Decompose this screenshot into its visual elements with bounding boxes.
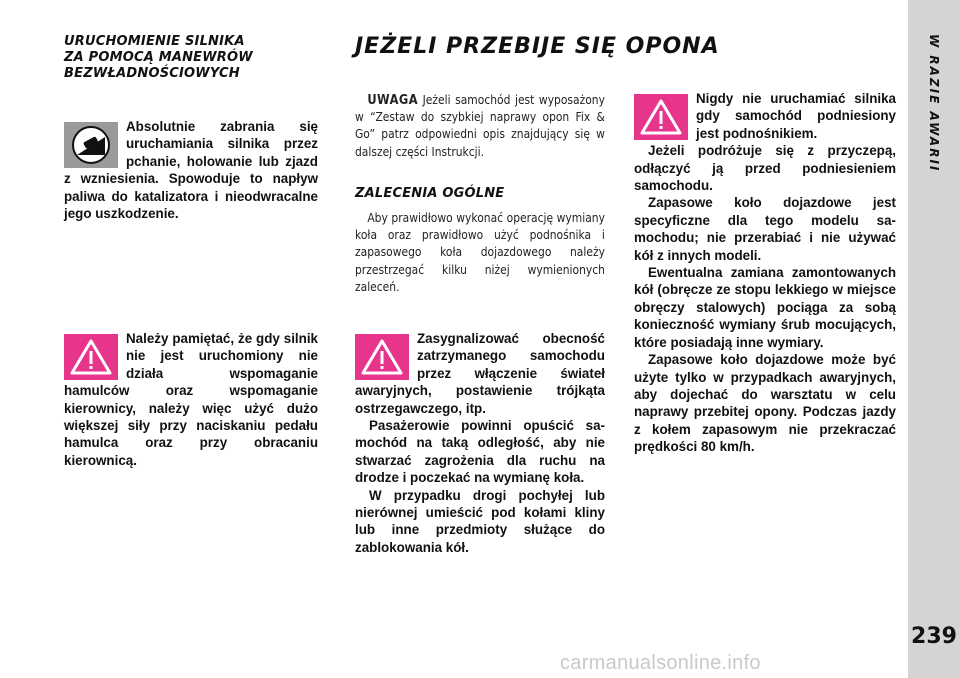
jack-warning-p1: Nigdy nie uruchamiać silnika gdy samochód podniesiony jest podnośnikiem. [696,91,896,141]
jack-warning-p4 [634,264,896,351]
jack-warning-p2 [634,142,896,194]
jack-warning-p4-text: Ewentualna zamiana zamontowanych kół (obręcze ze stopu lekkiego w miejsce obręczy stalowych) pociąga za sobą konieczność wymiany śrub mocujących, które posiadają inne wymiary. [634,265,896,350]
jack-warning-p3-text: Zapasowe koło dojazdowe jest specyficzne dla tego modelu samochodu; nie przerabiać i nie używać kół z innych modeli. [634,195,896,263]
safety-warning-p1: Zasygnalizować obecność zatrzymanego samochodu przez włączenie świateł awaryjnych, postawienie trójkąta ostrzegawczego, itp. [355,331,605,416]
catalyst-warning-text: Absolutnie zabrania się uruchamiania silnika przez pchanie, holowanie lub zjazd z wzniesienia. Spowoduje to napływ paliwa do katalizatora i nieodwracalne jego uszkodzenie. [64,119,318,222]
car-on-slope-icon [64,122,118,168]
left-heading-line-2: ZA POMOCĄ MANEWRÓW [64,50,253,65]
safety-warning-p3-text: W przypadku drogi pochyłej lub nierównej umieścić pod kołami kliny lub inne przedmioty służące do zablokowania kół. [355,487,605,555]
safety-warning-p3 [355,487,605,557]
jack-warning-p5 [634,351,896,455]
catalyst-warning [64,118,318,222]
jack-warning-p2-text: Jeżeli podróżuje się z przyczepą, odłączyć ją przed podniesieniem samochodu. [634,143,896,194]
jack-warning-p5-text: Zapasowe koło dojazdowe może być użyte tylko w przypadkach awaryjnych, aby dojechać do warsztatu w celu naprawy przebitej opony. Podczas jazdy z kołem zapasowym nie przekraczać prędkości 80 km/h. [634,352,896,455]
safety-warning-p2-text: Pasażerowie powinni opuścić samochód na taką odległość, aby nie stwarzać zagrożenia dla ruchu na drodze i poczekać na wymianę koła. [355,418,605,486]
left-heading-line-3: BEZWŁADNOŚCIOWYCH [64,66,240,81]
safety-warning-p2 [355,417,605,487]
watermark: carmanualsonline.info [560,652,761,674]
section-title: W RAZIE AWARII [927,34,941,173]
note-text: Jeżeli samochód jest wyposażony w “Zestaw do szybkiej naprawy opon Fix & Go” patrz odpowiedni opis znajdujący się w dalszej części Instrukcji. [355,93,605,159]
left-heading [64,34,318,82]
general-section [355,186,605,296]
jack-warning-p3 [634,194,896,264]
brake-assist-warning-text: Należy pamiętać, że gdy silnik nie jest uruchomiony nie działa wspomaganie hamulców oraz wspomaganie kierownicy, należy więc użyć dużo większej siły przy naciskaniu pedału hamulca oraz przy obracaniu kierownicą. [64,331,318,468]
page-title: JEŻELI PRZEBIJE SIĘ OPONA [355,34,720,59]
fix-and-go-note [355,92,605,161]
general-heading: ZALECENIA OGÓLNE [355,186,505,201]
warning-triangle-icon [64,334,118,380]
safety-warning [355,330,605,556]
left-heading-line-1: URUCHOMIENIE SILNIKA [64,34,245,49]
warning-triangle-icon [355,334,409,380]
fix-and-go-paragraph [355,92,605,161]
jack-warning [634,90,896,456]
note-lead: UWAGA [367,93,419,108]
general-paragraph [355,210,605,296]
warning-triangle-icon [634,94,688,140]
general-text: Aby prawidłowo wykonać operację wymiany koła oraz prawidłowo użyć podnośnika i zapasowego koła dojazdowego należy przestrzegać kilku niżej wymienionych zaleceń. [355,211,605,294]
page-number: 239 [911,624,957,649]
brake-assist-warning [64,330,318,469]
